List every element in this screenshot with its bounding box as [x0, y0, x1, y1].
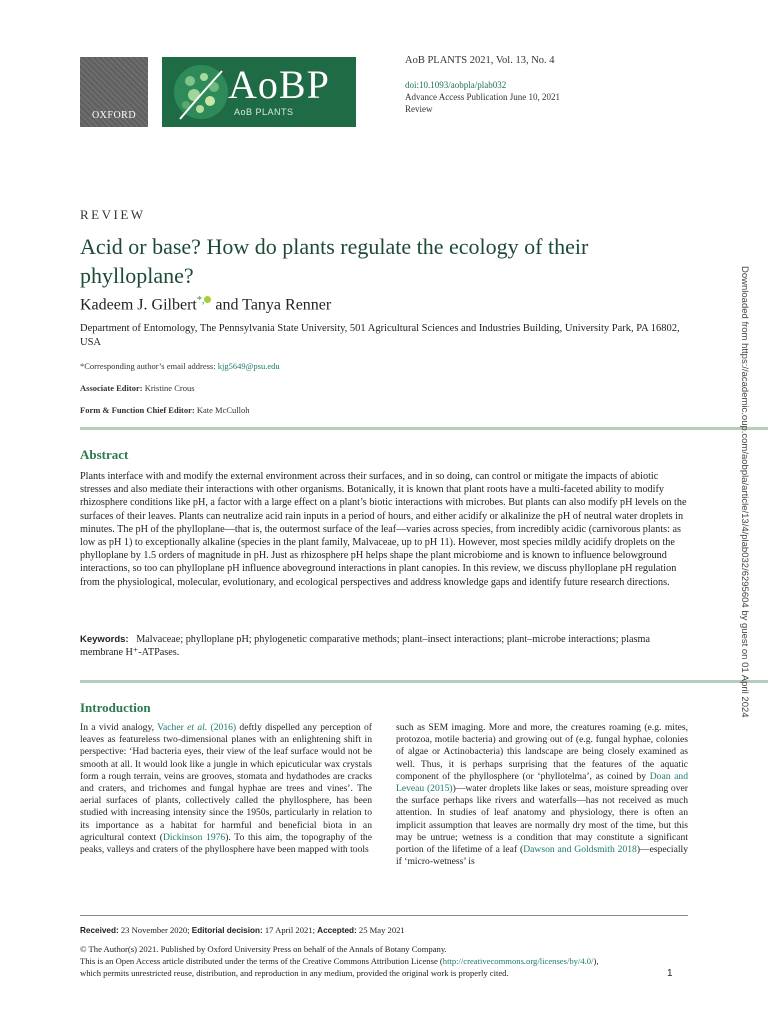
- ref-dawson[interactable]: Dawson and Goldsmith 2018: [523, 844, 637, 856]
- dates-line: [80, 924, 620, 937]
- accepted-label: Accepted:: [317, 926, 357, 935]
- doi-link[interactable]: doi:10.1093/aobpla/plab032: [405, 80, 507, 90]
- abstract-heading: Abstract: [80, 447, 129, 462]
- journal-meta: [405, 55, 560, 116]
- keywords-list: Malvaceae; phylloplane pH; phylogenetic comparative methods; plant–insect interactions; plant–microbe interactions; plasma membrane H⁺-ATPases.: [80, 634, 653, 659]
- body-column-right: [396, 722, 688, 868]
- email-label: *Corresponding author’s email address:: [80, 361, 218, 371]
- copyright: © The Author(s) 2021. Published by Oxford University Press on behalf of the Annals of Botany Company.: [80, 944, 447, 954]
- decision-date: 17 April 2021;: [262, 925, 318, 935]
- section-label: REVIEW: [80, 207, 146, 222]
- associate-editor: [80, 381, 690, 395]
- download-note: [736, 266, 754, 796]
- introduction-heading: Introduction: [80, 700, 151, 715]
- intro-text-3: ). To this aim, the topography of the peaks, valleys and craters of the phyllosphere have been mapped with tools: [80, 831, 372, 856]
- ref-dickinson[interactable]: Dickinson 1976: [162, 831, 226, 843]
- author-line: [80, 295, 331, 314]
- divider-introduction: [80, 680, 768, 683]
- advance-access: Advance Access Publication June 10, 2021: [405, 92, 560, 102]
- license-link[interactable]: http://creativecommons.org/licenses/by/4.0/: [442, 956, 594, 966]
- abstract-text: Plants interface with and modify the external environment across their surfaces, and in so doing, can control or mitigate the impacts of abiotic stresses and also mediate their interactions with other organisms. Botanically, it is known that plant roots have a multi-faceted ability to modify rhizosphere conditions like pH, a factor with a large effect on a plant’s biotic interactions with microbes. But plants can also modify pH levels on the surfaces of their leaves. Plants can neutralize acid rain inputs in a period of hours, and either acidify or alkalinize the pH of neutral water droplets in minutes. The pH of the phylloplane—that is, the outermost surface of the leaf—varies across species, from incredibly acidic (carnivorous plants: as low as pH 1) to exceptionally alkaline (species in the plant family, Malvaceae, up to pH 11). However, most species mildly acidify droplets on the phylloplane by 1.5 orders of magnitude in pH. Just as rhizosphere pH helps shape the plant microbiome and is known to influence belowground interactions, so too can phylloplane pH influence aboveground interactions in plant canopies. In this review, we discuss phylloplane pH regulation from the physiological, molecular, evolutionary, and ecological perspectives and address knowledge gaps and identify future research directions.: [80, 471, 687, 588]
- journal-line: AoB PLANTS 2021, Vol. 13, No. 4: [405, 55, 555, 66]
- article-type: Review: [405, 104, 433, 114]
- email-link[interactable]: kjg5649@psu.edu: [217, 361, 280, 371]
- intro-text-1: In a vivid analogy,: [80, 722, 158, 733]
- received-date: 23 November 2020;: [118, 925, 192, 935]
- aobp-logo: [162, 57, 356, 127]
- author-1[interactable]: Kadeem J. Gilbert: [80, 296, 197, 314]
- download-note-text: Downloaded from https://academic.oup.com/aobpla/article/13/4/plab032/6295604 by guest on 01 April 2024: [739, 266, 750, 718]
- ref-doan[interactable]: Doan and Leveau (2015): [396, 770, 689, 795]
- footer: [80, 924, 620, 979]
- author-1-mark: *,: [196, 295, 205, 306]
- intro-text-4: such as SEM imaging. More and more, the creatures roaming (e.g. mites, protozoa, motile bacteria) and growing out of (e.g. fungal hyphae, colonies of algae or Actinobacteria) this landscape are being closely examined as well. Thus, it is perhaps surprising that the features of the aquatic component of the phyllosphere (or ‘phyllotelma’, as coined by: [396, 722, 688, 782]
- leaf-icon: [172, 63, 230, 121]
- page-number: 1: [667, 968, 673, 979]
- decision-label: Editorial decision:: [191, 926, 263, 935]
- ref-vacher-b: et al.: [187, 722, 208, 733]
- license-text-2: ), which permits unrestricted reuse, distribution, and reproduction in any medium, provided the original work is properly cited.: [80, 956, 599, 978]
- accepted-date: 25 May 2021: [356, 925, 405, 935]
- aobp-wordmark: AoBP: [228, 62, 330, 107]
- author-separator: and: [211, 296, 243, 314]
- intro-text-6: )—especially if ‘micro-wetness’ is: [396, 844, 688, 868]
- keywords-label: Keywords:: [80, 634, 129, 645]
- associate-editor-name: Kristine Crous: [142, 383, 195, 393]
- author-2[interactable]: Tanya Renner: [242, 296, 332, 314]
- chief-editor-name: Kate McCulloh: [194, 405, 250, 415]
- divider-abstract: [80, 427, 768, 430]
- ref-vacher-c: (2016): [207, 722, 237, 733]
- ref-vacher[interactable]: [157, 722, 236, 733]
- chief-editor: [80, 403, 690, 417]
- oxford-logo-text: OXFORD: [91, 110, 137, 121]
- received-label: Received:: [80, 926, 119, 935]
- associate-editor-label: Associate Editor:: [80, 383, 143, 393]
- license: [80, 955, 620, 979]
- oxford-logo: [80, 57, 148, 127]
- license-text-1: This is an Open Access article distributed under the terms of the Creative Commons Attribution License (: [80, 956, 443, 966]
- affiliation: Department of Entomology, The Pennsylvania State University, 501 Agricultural Sciences and Industries Building, University Park, PA 16802, USA: [80, 323, 680, 348]
- article-title: Acid or base? How do plants regulate the ecology of their phylloplane?: [80, 234, 589, 288]
- intro-text-2: deftly dispelled any perception of leaves as featureless two-dimensional planes with an enlightening shift in perspective: ‘Had bacteria eyes, their view of the leaf surface would not be smooth at all. It would look like a jungle in which epicuticular wax crystals form a rough terrain, veins are grooves, stomata and hydathodes are cracks and craters, and trichomes and fungal hyphae are trees and vines’. The aerial surfaces of plants, collectively called the phyllosphere, has been studied with increasing intensity since the 1950s, particularly in relation to its importance as a habitat for harmful and beneficial biota in an agricultural context (: [80, 722, 372, 843]
- chief-editor-label: Form & Function Chief Editor:: [80, 405, 195, 415]
- ref-vacher-a: Vacher: [157, 722, 188, 733]
- body-column-left: [80, 722, 372, 856]
- intro-text-5: )—water droplets like lakes or seas, moisture spreading over the surface perhaps like rivers and waterfalls—has not received as much attention. In studies of leaf anatomy and physiology, there is often an implicit assumption that leaves are normally dry most of the time, but this may be untrue; wetness is a condition that may constitute a significant portion of the lifetime of a leaf (: [396, 783, 688, 856]
- aobp-subtitle: AoB PLANTS: [234, 107, 294, 117]
- keywords: [80, 633, 688, 659]
- corresponding-email: [80, 359, 690, 373]
- footer-divider: [80, 915, 688, 916]
- affiliation-block: [80, 322, 690, 417]
